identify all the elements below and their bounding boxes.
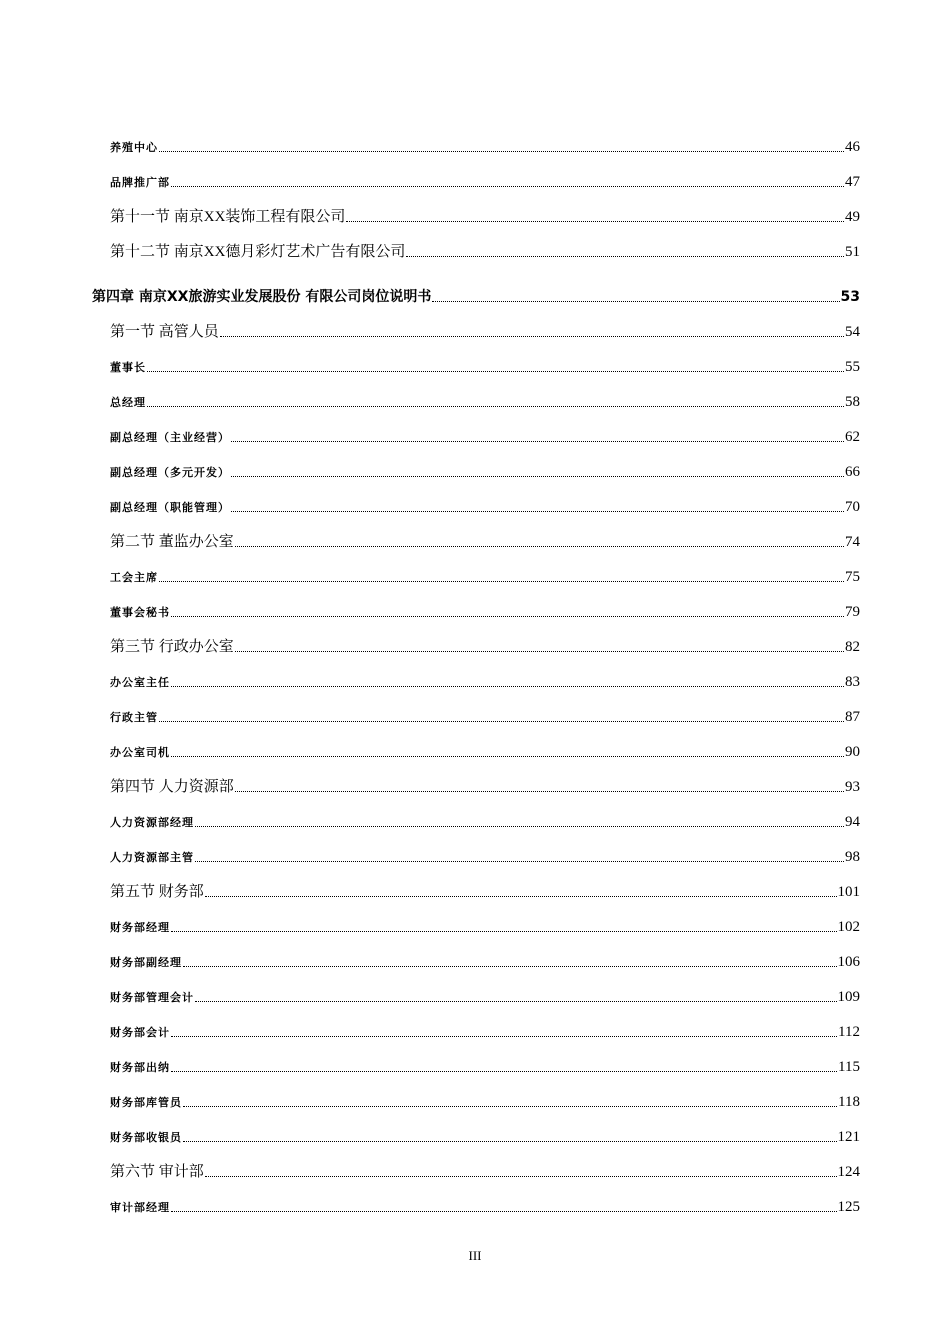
toc-entry-page-number: 124 xyxy=(837,1164,860,1180)
toc-entry-page-number: 109 xyxy=(837,989,860,1005)
toc-entry-title: 第一节 高管人员 xyxy=(110,324,219,340)
toc-entry-item[interactable] xyxy=(92,481,860,516)
toc-entry-title: 财务部收银员 xyxy=(110,1131,182,1144)
toc-entry-item[interactable] xyxy=(92,121,860,156)
toc-dot-leader xyxy=(346,220,844,222)
toc-entry-page-number: 102 xyxy=(837,919,860,935)
toc-entry-item[interactable] xyxy=(92,971,860,1006)
toc-entry-title: 财务部出纳 xyxy=(110,1061,170,1074)
toc-dot-leader xyxy=(231,475,844,477)
toc-dot-leader xyxy=(432,300,839,302)
toc-dot-leader xyxy=(171,930,837,932)
toc-entry-title: 第四节 人力资源部 xyxy=(110,779,234,795)
toc-entry-item[interactable] xyxy=(92,586,860,621)
toc-entry-page-number: 79 xyxy=(845,604,860,620)
toc-entry-page-number: 121 xyxy=(837,1129,860,1145)
toc-dot-leader xyxy=(205,1175,837,1177)
toc-entry-page-number: 62 xyxy=(845,429,860,445)
toc-entry-title: 第三节 行政办公室 xyxy=(110,639,234,655)
toc-dot-leader xyxy=(235,650,844,652)
toc-entry-title: 第十一节 南京XX装饰工程有限公司 xyxy=(110,209,346,225)
toc-entry-section[interactable] xyxy=(92,191,860,226)
toc-entry-page-number: 46 xyxy=(845,139,860,155)
toc-entry-page-number: 53 xyxy=(840,289,860,305)
toc-entry-title: 办公室司机 xyxy=(110,746,170,759)
toc-dot-leader xyxy=(195,860,844,862)
toc-dot-leader xyxy=(147,370,844,372)
toc-entry-page-number: 98 xyxy=(845,849,860,865)
toc-dot-leader xyxy=(171,185,844,187)
toc-dot-leader xyxy=(195,1000,837,1002)
toc-dot-leader xyxy=(235,790,844,792)
toc-dot-leader xyxy=(231,440,844,442)
toc-entry-item[interactable] xyxy=(92,1076,860,1111)
toc-entry-item[interactable] xyxy=(92,656,860,691)
toc-dot-leader xyxy=(171,615,844,617)
toc-dot-leader xyxy=(235,545,844,547)
toc-entry-title: 人力资源部主管 xyxy=(110,851,194,864)
toc-entry-page-number: 112 xyxy=(838,1024,860,1040)
toc-entry-page-number: 118 xyxy=(838,1094,860,1110)
toc-dot-leader xyxy=(231,510,844,512)
toc-entry-title: 行政主管 xyxy=(110,711,158,724)
toc-entry-item[interactable] xyxy=(92,1111,860,1146)
toc-entry-page-number: 101 xyxy=(837,884,860,900)
toc-entry-section[interactable] xyxy=(92,866,860,901)
toc-entry-section[interactable] xyxy=(92,516,860,551)
toc-entry-title: 第十二节 南京XX德月彩灯艺术广告有限公司 xyxy=(110,244,406,260)
toc-entry-page-number: 87 xyxy=(845,709,860,725)
toc-dot-leader xyxy=(147,405,844,407)
toc-dot-leader xyxy=(171,1070,837,1072)
toc-dot-leader xyxy=(220,335,844,337)
toc-dot-leader xyxy=(159,150,844,152)
toc-entry-page-number: 106 xyxy=(837,954,860,970)
toc-dot-leader xyxy=(159,580,844,582)
toc-entry-title: 财务部管理会计 xyxy=(110,991,194,1004)
toc-entry-item[interactable] xyxy=(92,901,860,936)
toc-entry-title: 财务部库管员 xyxy=(110,1096,182,1109)
toc-entry-page-number: 75 xyxy=(845,569,860,585)
toc-entry-title: 品牌推广部 xyxy=(110,176,170,189)
toc-entry-title: 第六节 审计部 xyxy=(110,1164,204,1180)
toc-entry-section[interactable] xyxy=(92,226,860,261)
toc-entry-title: 养殖中心 xyxy=(110,141,158,154)
toc-entry-section[interactable] xyxy=(92,621,860,656)
toc-entry-page-number: 83 xyxy=(845,674,860,690)
toc-entry-item[interactable] xyxy=(92,691,860,726)
toc-entry-page-number: 82 xyxy=(845,639,860,655)
toc-entry-section[interactable] xyxy=(92,761,860,796)
table-of-contents xyxy=(92,121,860,1216)
toc-entry-title: 总经理 xyxy=(110,396,146,409)
toc-entry-title: 审计部经理 xyxy=(110,1201,170,1214)
toc-entry-title: 第四章 南京XX旅游实业发展股份 有限公司岗位说明书 xyxy=(92,289,432,305)
toc-dot-leader xyxy=(171,685,844,687)
toc-entry-page-number: 94 xyxy=(845,814,860,830)
toc-entry-title: 人力资源部经理 xyxy=(110,816,194,829)
toc-dot-leader xyxy=(171,755,844,757)
toc-entry-item[interactable] xyxy=(92,796,860,831)
toc-entry-item[interactable] xyxy=(92,726,860,761)
toc-dot-leader xyxy=(171,1210,837,1212)
toc-entry-page-number: 93 xyxy=(845,779,860,795)
toc-entry-title: 第二节 董监办公室 xyxy=(110,534,234,550)
toc-entry-item[interactable] xyxy=(92,446,860,481)
toc-entry-title: 办公室主任 xyxy=(110,676,170,689)
toc-entry-page-number: 90 xyxy=(845,744,860,760)
toc-entry-page-number: 58 xyxy=(845,394,860,410)
toc-entry-item[interactable] xyxy=(92,1181,860,1216)
toc-entry-chapter[interactable] xyxy=(92,261,860,306)
toc-entry-section[interactable] xyxy=(92,306,860,341)
toc-entry-page-number: 115 xyxy=(838,1059,860,1075)
toc-dot-leader xyxy=(195,825,844,827)
toc-entry-page-number: 125 xyxy=(837,1199,860,1215)
toc-entry-title: 财务部经理 xyxy=(110,921,170,934)
toc-entry-title: 董事会秘书 xyxy=(110,606,170,619)
toc-dot-leader xyxy=(171,1035,837,1037)
page-footer-number: III xyxy=(468,1248,482,1263)
toc-entry-item[interactable] xyxy=(92,936,860,971)
toc-entry-page-number: 55 xyxy=(845,359,860,375)
toc-entry-title: 副总经理（主业经营） xyxy=(110,431,230,444)
toc-dot-leader xyxy=(183,965,837,967)
toc-entry-page-number: 51 xyxy=(845,244,860,260)
toc-dot-leader xyxy=(183,1140,837,1142)
toc-entry-title: 董事长 xyxy=(110,361,146,374)
toc-entry-item[interactable] xyxy=(92,831,860,866)
toc-dot-leader xyxy=(159,720,844,722)
toc-entry-page-number: 66 xyxy=(845,464,860,480)
toc-entry-title: 第五节 财务部 xyxy=(110,884,204,900)
toc-entry-item[interactable] xyxy=(92,551,860,586)
toc-entry-item[interactable] xyxy=(92,341,860,376)
toc-dot-leader xyxy=(406,255,844,257)
toc-entry-page-number: 49 xyxy=(845,209,860,225)
toc-entry-page-number: 70 xyxy=(845,499,860,515)
toc-dot-leader xyxy=(183,1105,837,1107)
toc-entry-item[interactable] xyxy=(92,1041,860,1076)
toc-entry-page-number: 47 xyxy=(845,174,860,190)
toc-entry-title: 财务部副经理 xyxy=(110,956,182,969)
toc-entry-page-number: 74 xyxy=(845,534,860,550)
toc-entry-page-number: 54 xyxy=(845,324,860,340)
toc-entry-item[interactable] xyxy=(92,156,860,191)
toc-entry-item[interactable] xyxy=(92,376,860,411)
toc-entry-item[interactable] xyxy=(92,411,860,446)
toc-entry-title: 财务部会计 xyxy=(110,1026,170,1039)
toc-entry-title: 副总经理（职能管理） xyxy=(110,501,230,514)
toc-entry-section[interactable] xyxy=(92,1146,860,1181)
toc-dot-leader xyxy=(205,895,837,897)
toc-entry-title: 工会主席 xyxy=(110,571,158,584)
toc-entry-item[interactable] xyxy=(92,1006,860,1041)
toc-entry-title: 副总经理（多元开发） xyxy=(110,466,230,479)
